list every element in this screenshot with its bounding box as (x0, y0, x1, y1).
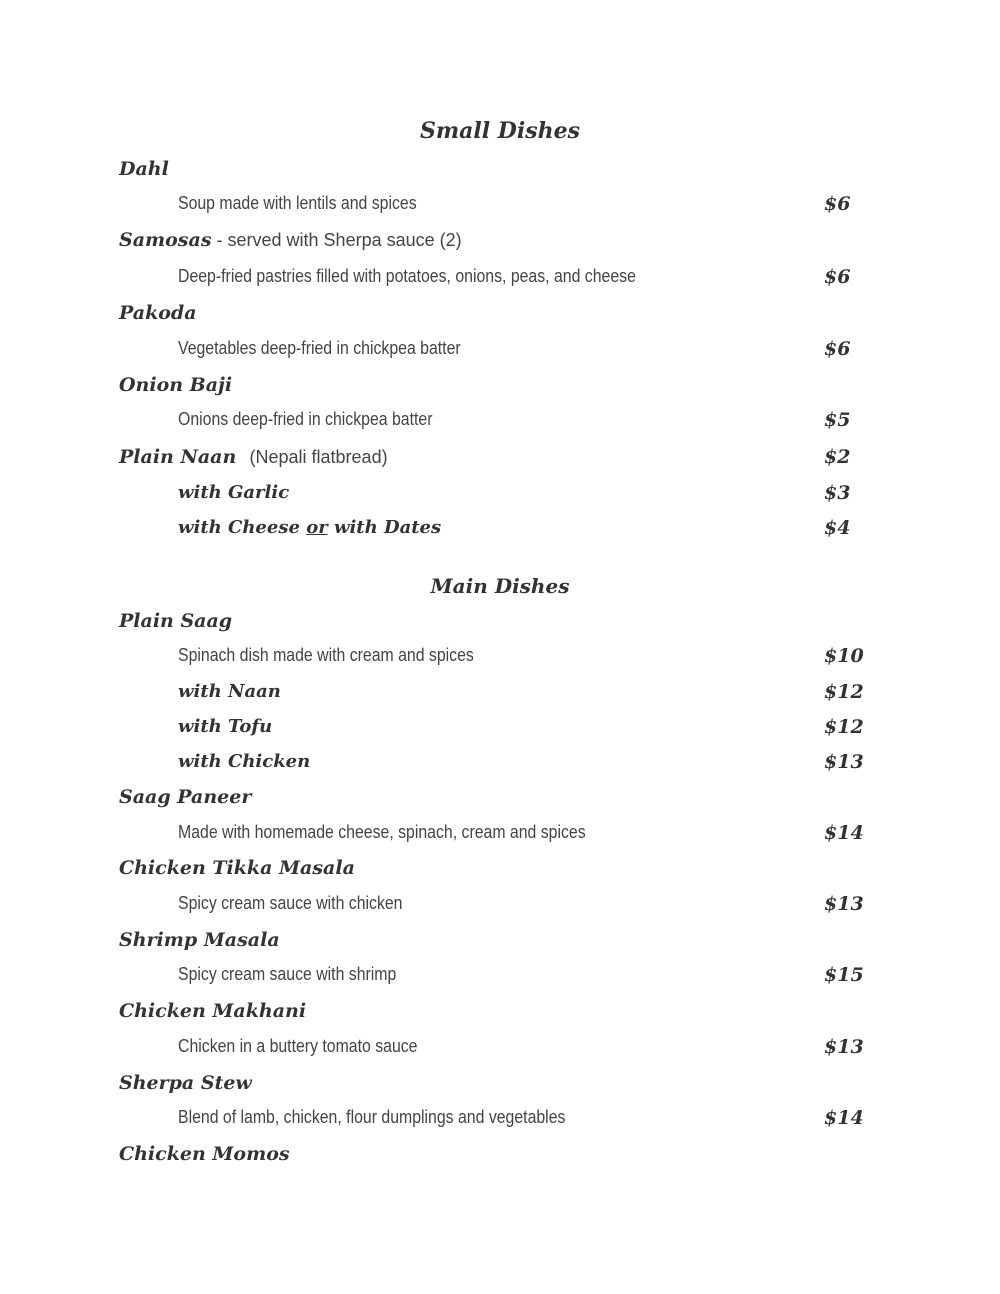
item-name: Plain Saag (119, 610, 233, 632)
item-description: Deep-fried pastries filled with potatoes, onions, peas, and cheese (178, 266, 636, 286)
item-note: - served with Sherpa sauce (2) (211, 230, 462, 250)
option-name: with Garlic (178, 482, 290, 503)
menu-item-plain-naan (0, 446, 1000, 476)
item-price: $6 (824, 193, 851, 215)
item-description: Blend of lamb, chicken, flour dumplings and vegetables (178, 1107, 566, 1127)
menu-item-dahl (0, 158, 1000, 188)
item-name: Saag Paneer (119, 786, 252, 808)
section-title-small-dishes: Small Dishes (420, 118, 580, 144)
menu-item-onion-baji (0, 374, 1000, 404)
menu-item-plain-saag (0, 610, 1000, 640)
option-or: or (306, 517, 328, 538)
menu-option (0, 482, 1000, 512)
item-price: $5 (824, 409, 851, 431)
item-name: Chicken Momos (119, 1143, 290, 1165)
menu-item-desc (0, 1107, 1000, 1137)
menu-option (0, 716, 1000, 746)
item-name: Chicken Makhani (119, 1000, 307, 1022)
item-price: $12 (824, 716, 864, 738)
item-name-text: Plain Naan (119, 446, 237, 468)
item-name: Sherpa Stew (119, 1072, 252, 1094)
option-name: with Chicken (178, 751, 311, 772)
item-name: Shrimp Masala (119, 929, 280, 951)
menu-item-chicken-momos (0, 1143, 1000, 1173)
menu-item-desc (0, 645, 1000, 675)
menu-item-desc (0, 964, 1000, 994)
item-price: $3 (824, 482, 851, 504)
item-price: $13 (824, 893, 864, 915)
item-price: $12 (824, 681, 864, 703)
item-description: Soup made with lentils and spices (178, 193, 417, 213)
menu-item-shrimp-masala (0, 929, 1000, 959)
menu-item-desc (0, 1036, 1000, 1066)
item-name-text: Samosas (119, 229, 212, 251)
item-price: $10 (824, 645, 864, 667)
menu-item-saag-paneer (0, 786, 1000, 816)
menu-item-chicken-makhani (0, 1000, 1000, 1030)
section-title-main-dishes: Main Dishes (430, 574, 570, 598)
item-price: $6 (824, 266, 851, 288)
item-description: Made with homemade cheese, spinach, cream and spices (178, 822, 586, 842)
menu-item-desc (0, 822, 1000, 852)
item-description: Spinach dish made with cream and spices (178, 645, 474, 665)
menu-item-desc (0, 266, 1000, 296)
option-b: with Dates (333, 517, 442, 538)
option-name: with Naan (178, 681, 281, 702)
menu-item-sherpa-stew (0, 1072, 1000, 1102)
menu-item-desc (0, 338, 1000, 368)
menu-option (0, 681, 1000, 711)
item-name (119, 229, 462, 251)
item-name (119, 446, 388, 468)
item-price: $13 (824, 751, 864, 773)
menu-option (0, 517, 1000, 547)
option-name: with Tofu (178, 716, 273, 737)
item-name: Chicken Tikka Masala (119, 857, 355, 879)
menu-item-desc (0, 409, 1000, 439)
item-price: $14 (824, 822, 864, 844)
item-description: Chicken in a buttery tomato sauce (178, 1036, 418, 1056)
menu-item-desc (0, 193, 1000, 223)
item-price: $4 (824, 517, 851, 539)
item-price: $6 (824, 338, 851, 360)
item-description: Spicy cream sauce with chicken (178, 893, 403, 913)
option-name (178, 517, 441, 538)
item-price: $13 (824, 1036, 864, 1058)
item-description: Onions deep-fried in chickpea batter (178, 409, 433, 429)
item-description: Vegetables deep-fried in chickpea batter (178, 338, 461, 358)
menu-item-desc (0, 893, 1000, 923)
option-a: with Cheese (178, 517, 300, 538)
menu-item-pakoda (0, 302, 1000, 332)
item-price: $15 (824, 964, 864, 986)
item-note: (Nepali flatbread) (249, 447, 388, 467)
item-name: Dahl (119, 158, 169, 180)
item-name: Pakoda (119, 302, 197, 324)
item-price: $2 (824, 446, 851, 468)
item-name: Onion Baji (119, 374, 233, 396)
item-price: $14 (824, 1107, 864, 1129)
item-description: Spicy cream sauce with shrimp (178, 964, 397, 984)
menu-item-chicken-tikka-masala (0, 857, 1000, 887)
menu-item-samosas (0, 229, 1000, 259)
menu-option (0, 751, 1000, 781)
